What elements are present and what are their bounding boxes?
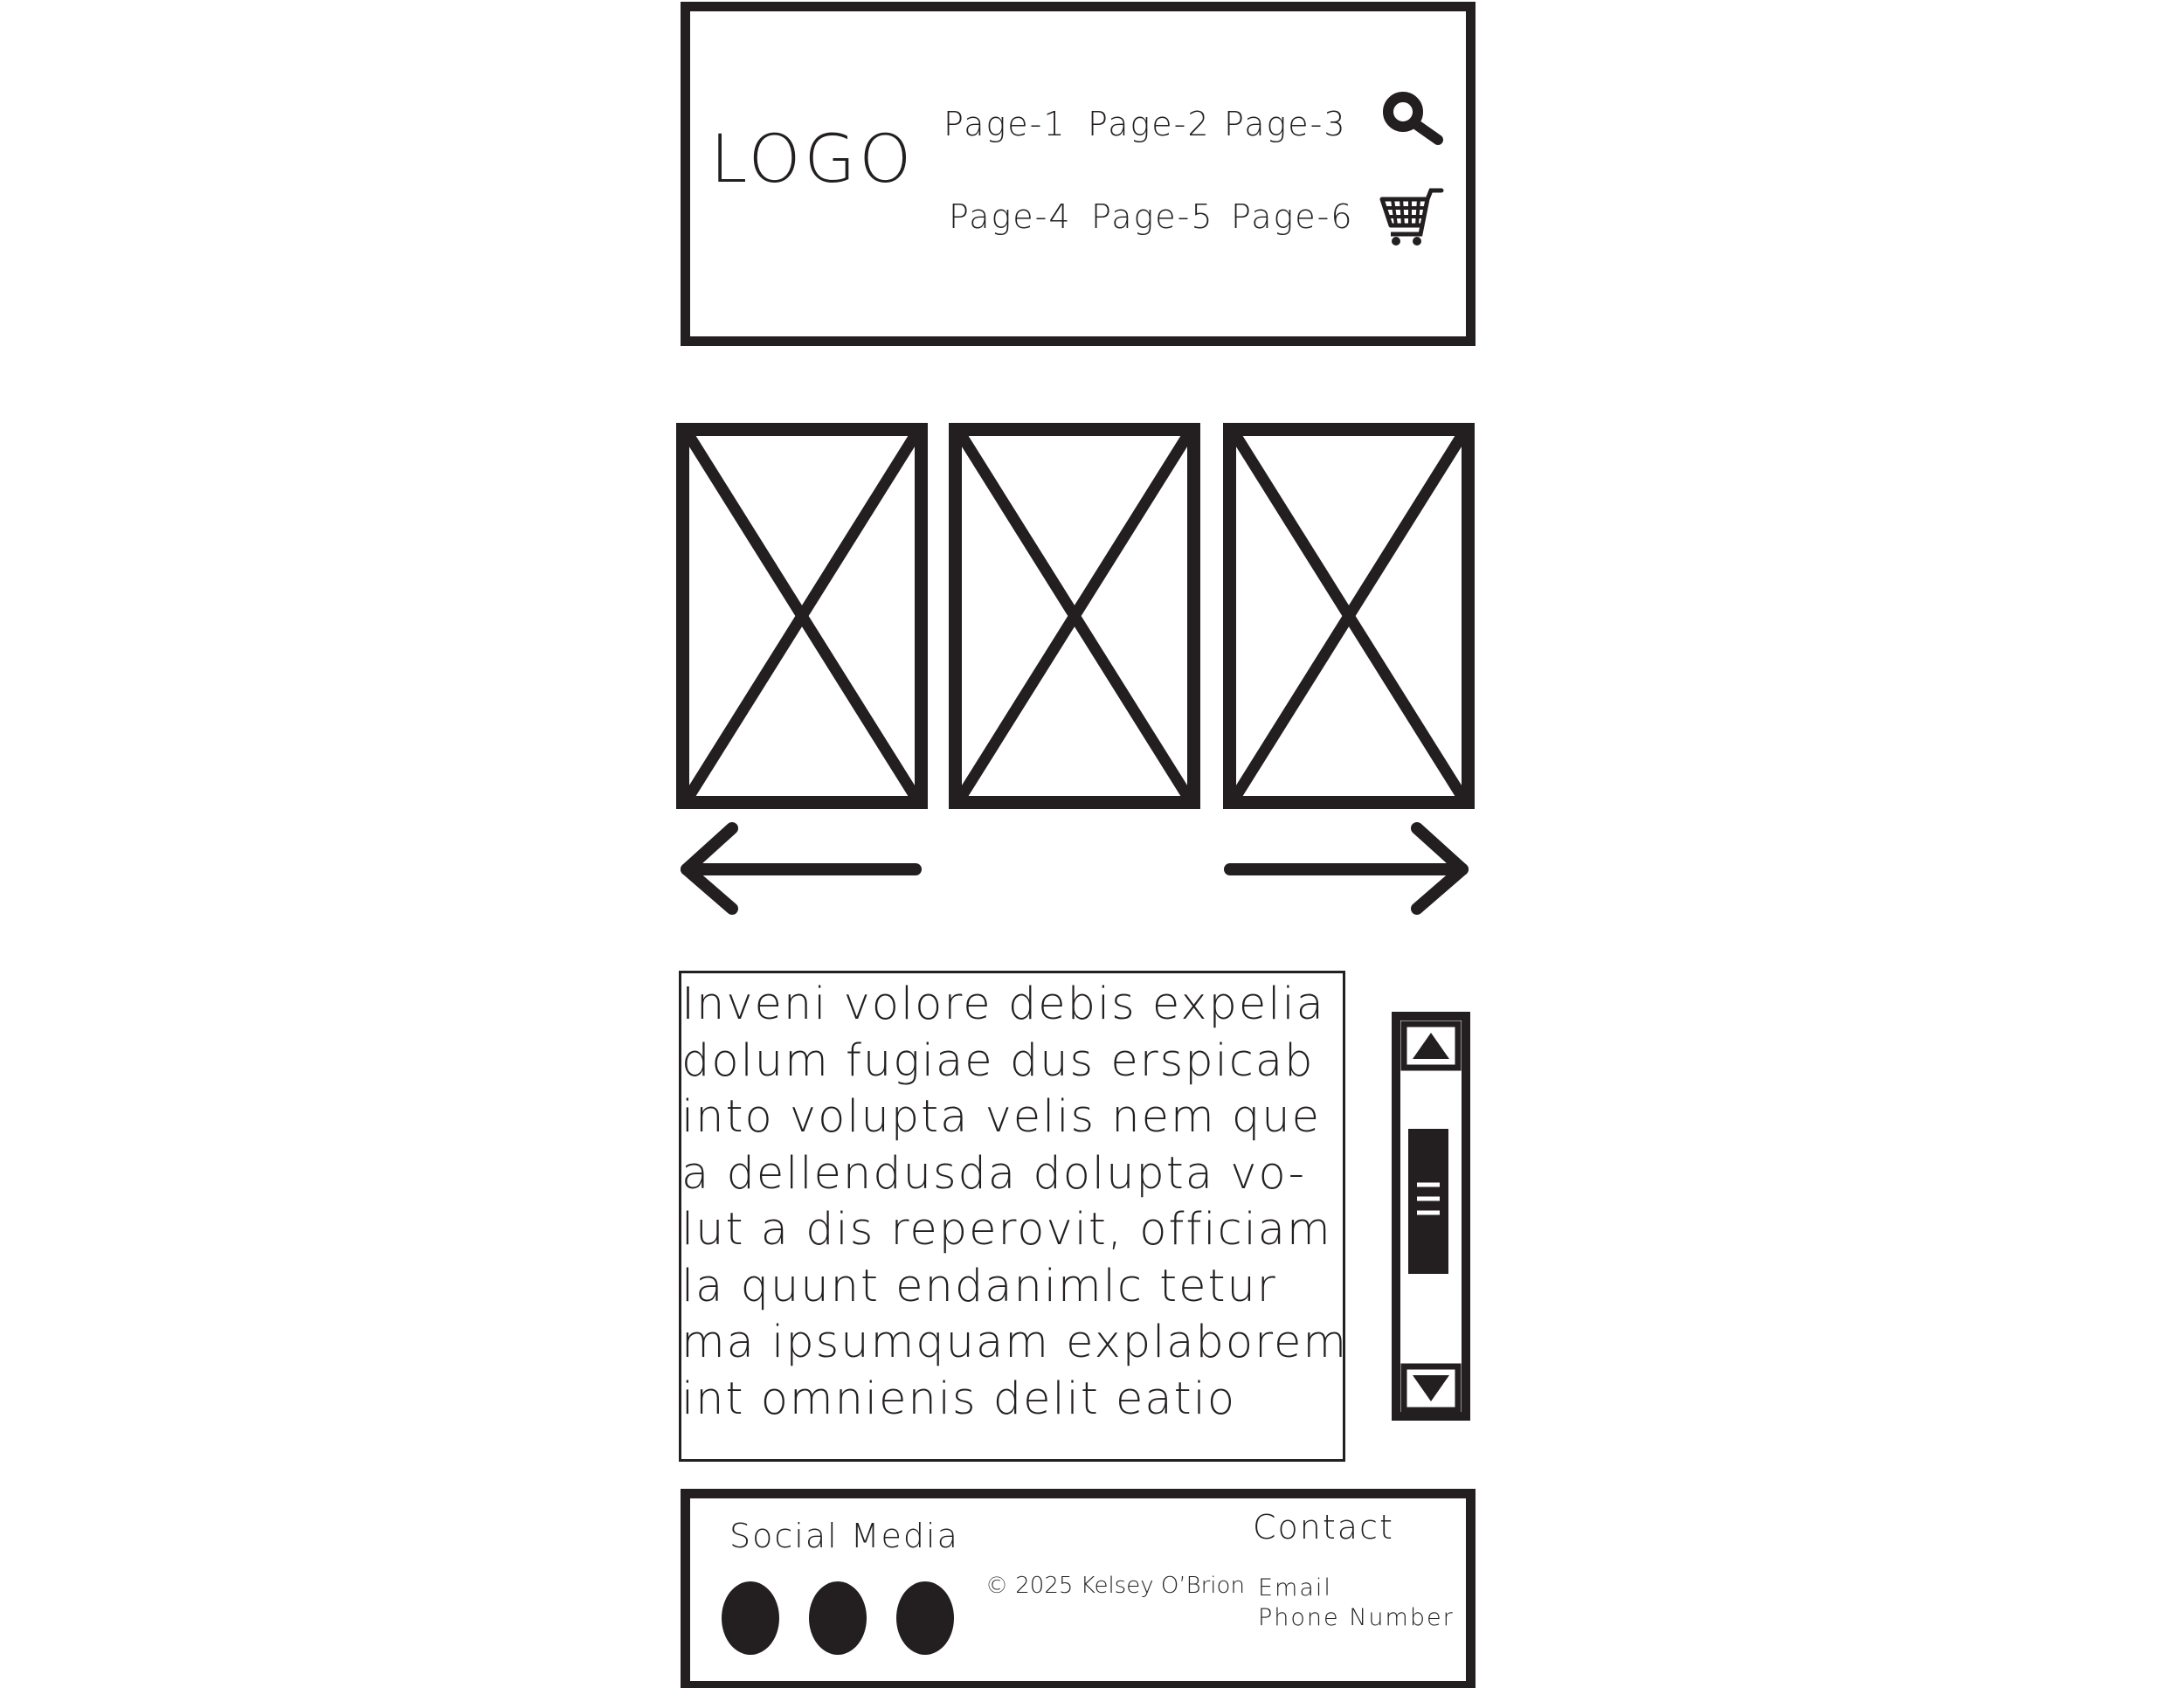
cart-icon[interactable] [1380, 187, 1443, 246]
email-link[interactable]: Email [1258, 1574, 1332, 1602]
nav-page-4[interactable]: Page-4 [949, 197, 1072, 236]
image-placeholder-1[interactable] [676, 423, 928, 809]
image-placeholder-icon [1236, 436, 1462, 796]
image-placeholder-3[interactable] [1223, 423, 1475, 809]
social-icon-1[interactable] [722, 1581, 779, 1655]
content-line: a dellendusda dolupta vo- [681, 1147, 1306, 1200]
search-icon[interactable] [1382, 91, 1443, 145]
image-placeholder-icon [689, 436, 915, 796]
content-text [681, 977, 1349, 1428]
content-line: la quunt endanimlc tetur [681, 1260, 1277, 1312]
social-icon-3[interactable] [896, 1581, 954, 1655]
content-line: int omnienis delit eatio [681, 1373, 1237, 1425]
arrow-left-icon[interactable] [673, 821, 926, 917]
logo[interactable]: LOGO [710, 120, 916, 197]
nav-page-1[interactable]: Page-1 [943, 105, 1067, 143]
nav-page-5[interactable]: Page-5 [1091, 197, 1214, 236]
scroll-up-icon[interactable] [1400, 1020, 1462, 1071]
content-line: lut a dis reperovit, officiam [681, 1204, 1332, 1256]
contact-title: Contact [1253, 1508, 1394, 1546]
social-icon-2[interactable] [809, 1581, 867, 1655]
content-line: Inveni volore debis expelia [681, 979, 1325, 1030]
scroll-down-icon[interactable] [1400, 1363, 1462, 1414]
scroll-thumb[interactable] [1408, 1129, 1448, 1274]
image-placeholder-icon [962, 436, 1187, 796]
arrow-right-icon[interactable] [1220, 821, 1476, 917]
copyright-text: © 2025 Kelsey O’Brion [985, 1573, 1245, 1599]
content-line: dolum fugiae dus erspicab [681, 1034, 1315, 1087]
phone-link[interactable]: Phone Number [1258, 1604, 1455, 1631]
nav-page-2[interactable]: Page-2 [1088, 105, 1211, 143]
image-placeholder-2[interactable] [949, 423, 1200, 809]
content-line: into volupta velis nem que [681, 1091, 1321, 1143]
content-line: ma ipsumquam explaborem [681, 1317, 1349, 1368]
nav-page-3[interactable]: Page-3 [1224, 105, 1347, 143]
nav-page-6[interactable]: Page-6 [1231, 197, 1354, 236]
social-media-title: Social Media [729, 1517, 959, 1555]
